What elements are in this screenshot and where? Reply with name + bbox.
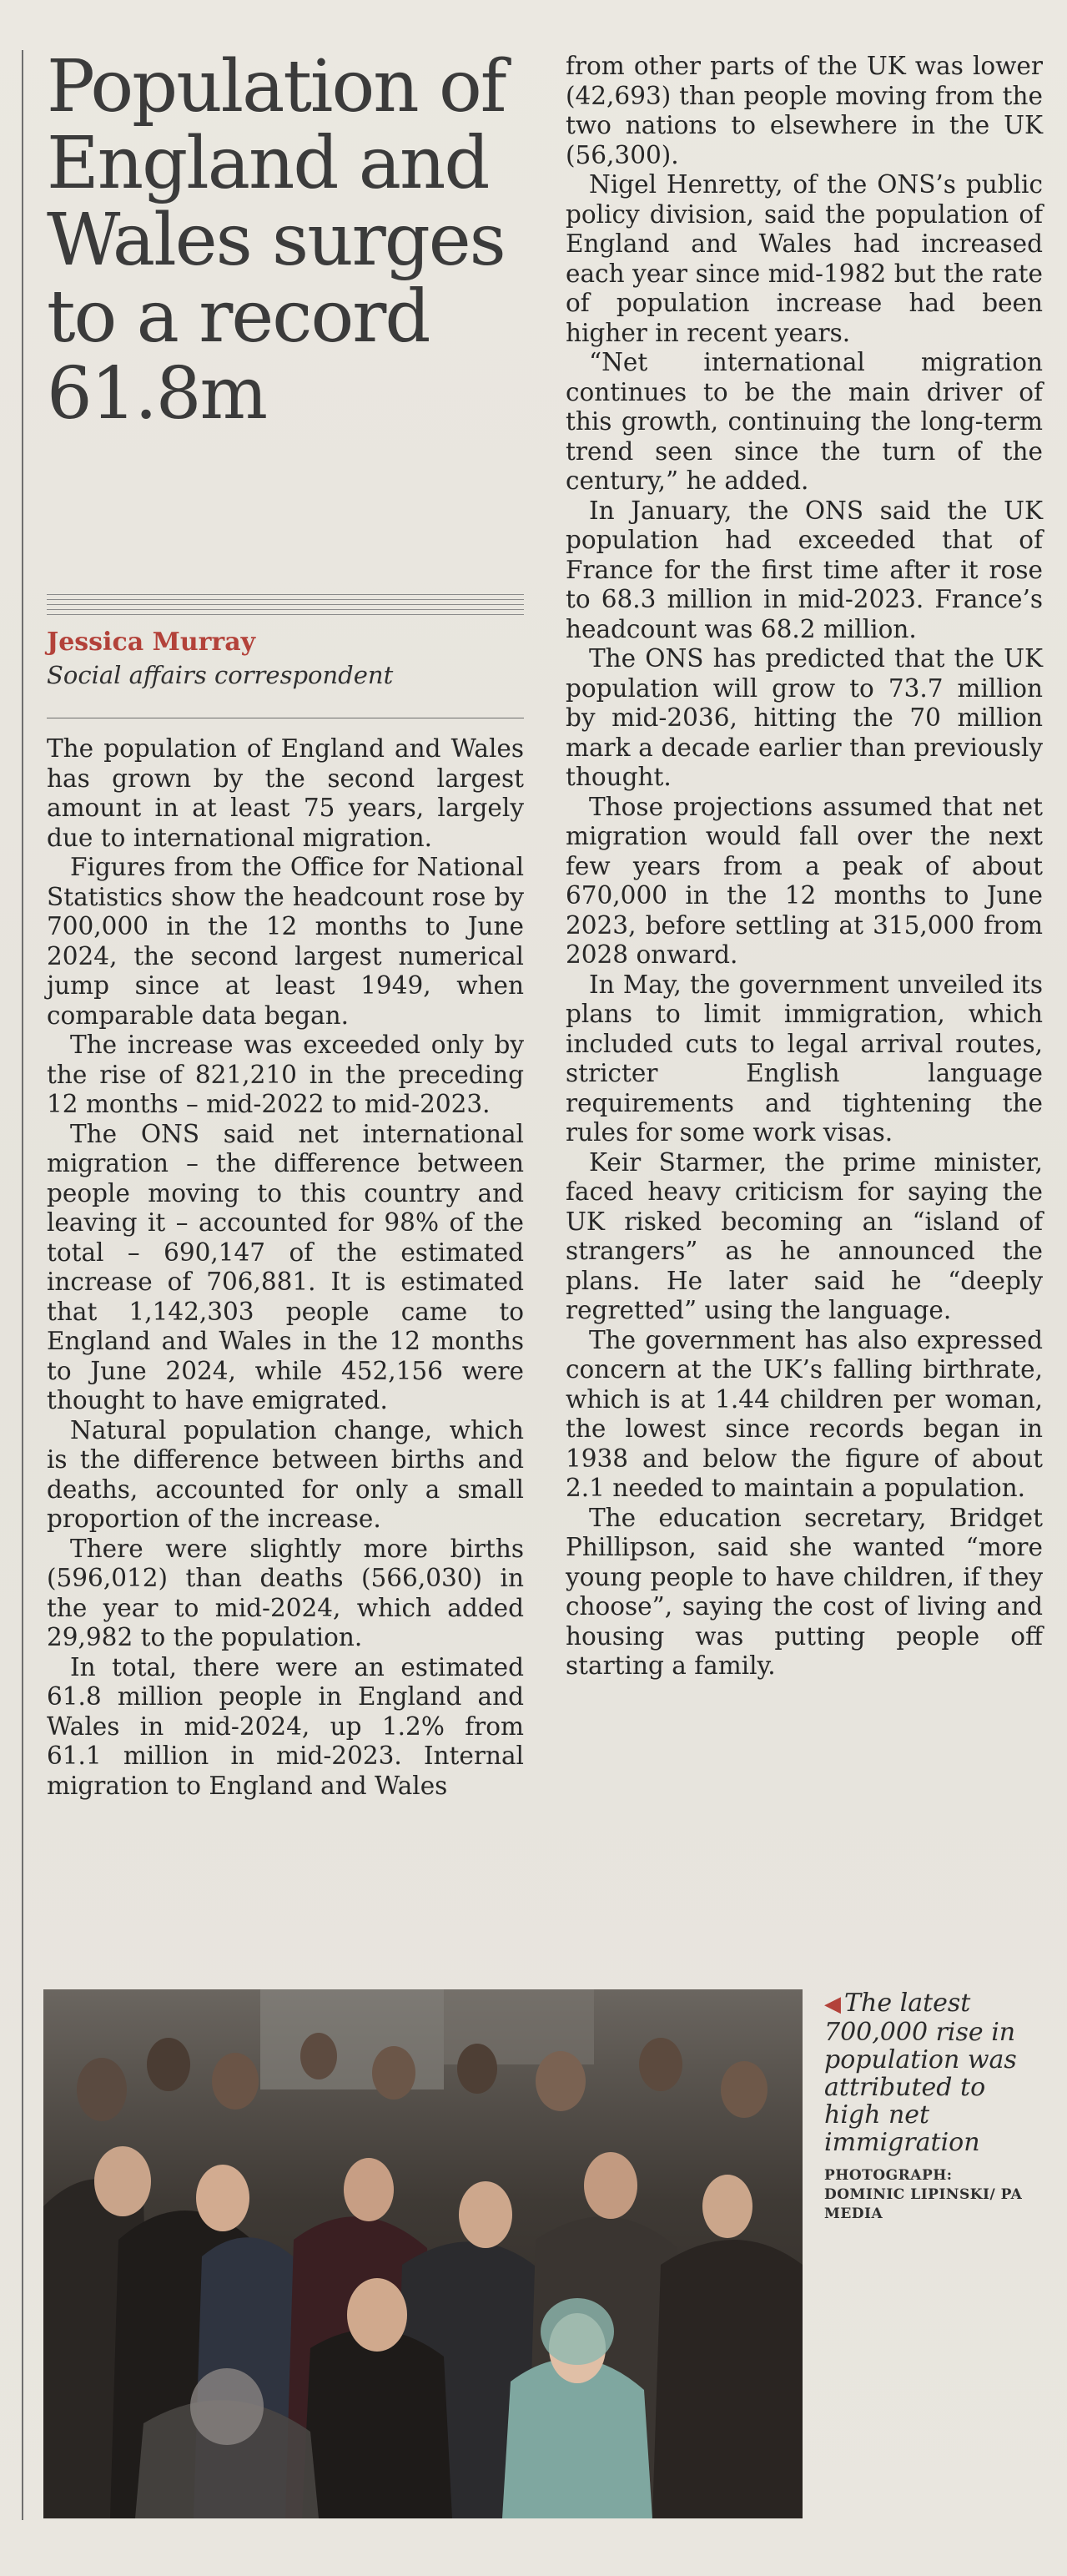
credit-label: PHOTOGRAPH: (824, 2167, 953, 2184)
paragraph: Nigel Henretty, of the ONS’s public policy division, said the population of England and Wales had increased each year since mid-1982 but the rate of population increase had been higher in recent years. (566, 170, 1043, 347)
author-role: Social affairs correspondent (47, 661, 394, 689)
byline-divider (47, 594, 524, 618)
paragraph: In total, there were an estimated 61.8 million people in England and Wales in mid-2024, up 1.2% from 61.1 million in mid-2023. Internal migration to England and Wales (47, 1652, 524, 1800)
crowd-photo (43, 1989, 803, 2518)
photo-credit (824, 2166, 1041, 2224)
paragraph: The increase was exceeded only by the rise of 821,210 in the preceding 12 months – mid-2022 to mid-2023. (47, 1031, 524, 1118)
paragraph: Natural population change, which is the difference between births and deaths, accounted for only a small proportion of the increase. (47, 1415, 524, 1533)
paragraph: In January, the ONS said the UK population had exceeded that of France for the first time after it rose to 68.3 million in mid-2023. France’s headcount was 68.2 million. (566, 496, 1043, 643)
crowd-illustration (43, 1989, 803, 2518)
headline: Population of England and Wales surges to a record 61.8m (47, 45, 506, 436)
article-column-2 (566, 52, 1043, 1681)
paragraph: The government has also expressed concern at the UK’s falling birthrate, which is at 1.44 children per woman, the lowest since records began in 1938 and below the figure of about 2.1 needed to maintain a population. (566, 1325, 1043, 1502)
article-column-1 (47, 734, 524, 1801)
paragraph: In May, the government unveiled its plans to limit immigration, which included cuts to legal arrival routes, stricter English language requirements and tightening the rules for some work visas. (566, 970, 1043, 1147)
author-name: Jessica Murray (47, 628, 256, 657)
paragraph: The ONS said net international migration – the difference between people moving to this country and leaving it – accounted for 98% of the total – 690,147 of the estimated increase of 706,881. It is estimated that 1,142,303 people came to England and Wales in the 12 months to June 2024, while 452,156 were thought to have emigrated. (47, 1119, 524, 1414)
paragraph: Figures from the Office for National Statistics show the headcount rose by 700,000 in the 12 months to June 2024, the second largest numerical jump since at least 1949, when comparable data began. (47, 853, 524, 1030)
paragraph: “Net international migration continues to be the main driver of this growth, continuing the long-term trend seen since the turn of the century,” he added. (566, 348, 1043, 495)
paragraph: Those projections assumed that net migration would fall over the next few years from a peak of about 670,000 in the 12 months to June 2023, before settling at 315,000 from 2028 onward. (566, 792, 1043, 969)
paragraph: There were slightly more births (596,012) than deaths (566,030) in the year to mid-2024, which added 29,982 to the population. (47, 1534, 524, 1651)
paragraph: Keir Starmer, the prime minister, faced heavy criticism for saying the UK risked becoming an “island of strangers” as he announced the plans. He later said he “deeply regretted” using the language. (566, 1147, 1043, 1324)
paragraph: The education secretary, Bridget Phillipson, said she wanted “more young people to have children, if they choose”, saying the cost of living and housing was putting people off starting a family. (566, 1503, 1043, 1680)
caption-arrow-icon: ◀ (824, 1992, 841, 2017)
caption-body: The latest 700,000 rise in population was attributed to high net immigration (824, 1989, 1017, 2157)
paragraph: from other parts of the UK was lower (42,693) than people moving from the two nations to elsewhere in the UK (56,300). (566, 52, 1043, 169)
credit-name: DOMINIC LIPINSKI/ PA MEDIA (824, 2186, 1023, 2222)
paragraph: The ONS has predicted that the UK population will grow to 73.7 million by mid-2036, hitting the 70 million mark a decade earlier than previously thought. (566, 644, 1043, 791)
photo-caption (824, 1989, 1041, 2224)
paragraph: The population of England and Wales has grown by the second largest amount in at least 75 years, largely due to international migration. (47, 734, 524, 852)
column-rule (22, 50, 23, 2520)
caption-text (824, 1989, 1041, 2156)
